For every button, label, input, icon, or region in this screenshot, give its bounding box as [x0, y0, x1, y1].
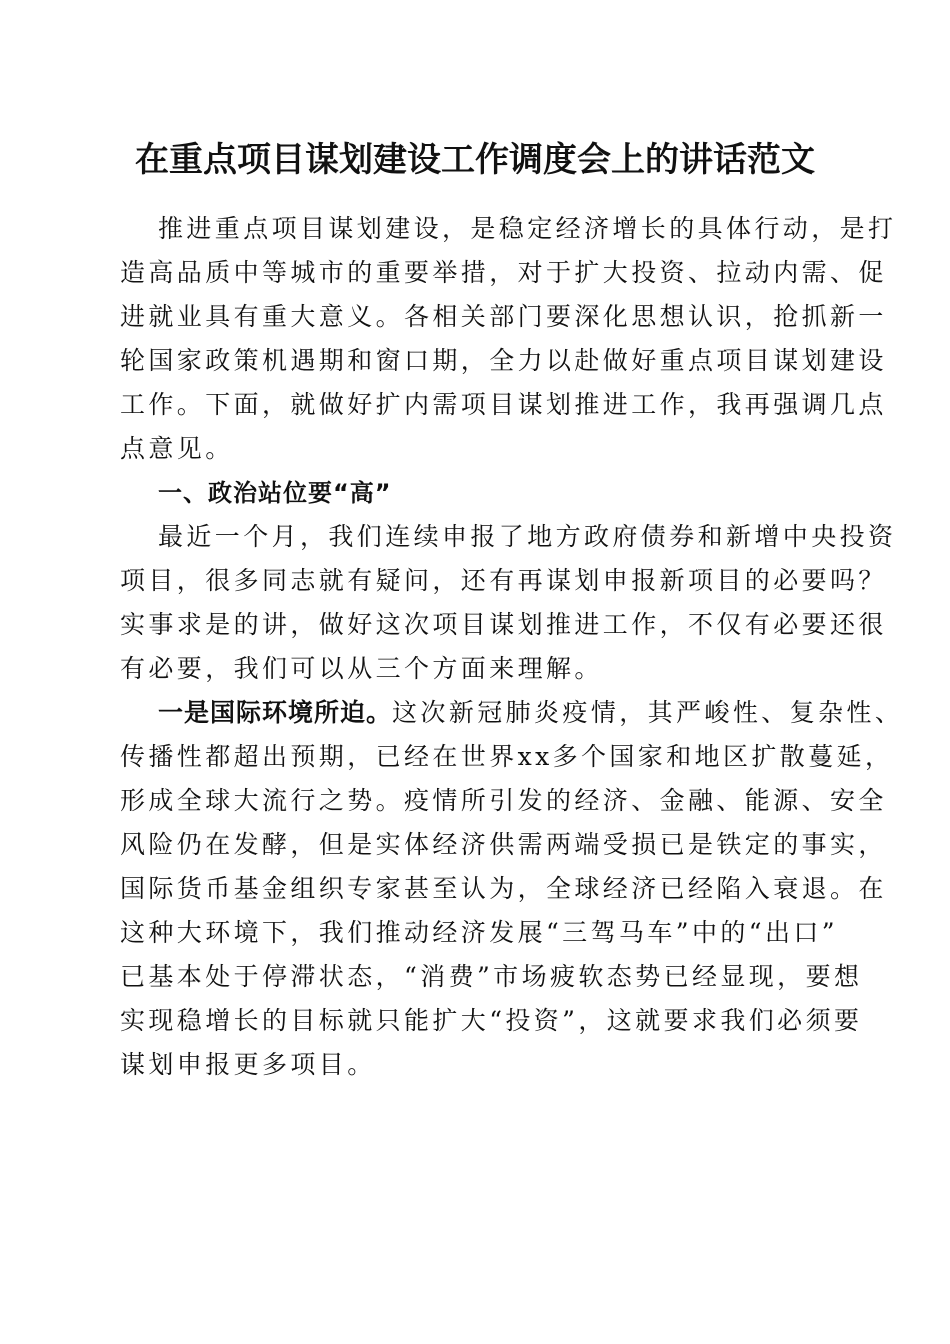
paragraph-line: 最近一个月，我们连续申报了地方政府债券和新增中央投资: [158, 522, 897, 551]
document-title: 在重点项目谋划建设工作调度会上的讲话范文: [135, 140, 815, 180]
paragraph-line: 形成全球大流行之势。疫情所引发的经济、金融、能源、安全: [120, 786, 887, 815]
paragraph-line: 传播性都超出预期，已经在世界xx多个国家和地区扩散蔓延，: [120, 742, 894, 771]
document-body: [120, 207, 904, 1087]
paragraph-line: [120, 691, 904, 735]
paragraph-line: 谋划申报更多项目。: [120, 1050, 376, 1079]
paragraph-line: 实事求是的讲，做好这次项目谋划推进工作，不仅有必要还很: [120, 610, 887, 639]
paragraph-line: 造高品质中等城市的重要举措，对于扩大投资、拉动内需、促: [120, 258, 887, 287]
paragraph-line: 项目，很多同志就有疑问，还有再谋划申报新项目的必要吗？: [120, 566, 887, 595]
paragraph-line: 推进重点项目谋划建设，是稳定经济增长的具体行动，是打: [158, 214, 897, 243]
paragraph-line: 点意见。: [120, 434, 234, 463]
paragraph-line: 已基本处于停滞状态，“消费”市场疲软态势已经显现，要想: [120, 962, 863, 991]
paragraph-line: 这种大环境下，我们推动经济发展“三驾马车”中的“出口”: [120, 918, 838, 947]
paragraph-line: 国际货币基金组织专家甚至认为，全球经济已经陷入衰退。在: [120, 874, 887, 903]
paragraph-line: 进就业具有重大意义。各相关部门要深化思想认识，抢抓新一: [120, 302, 887, 331]
paragraph-line: 轮国家政策机遇期和窗口期，全力以赴做好重点项目谋划建设: [120, 346, 887, 375]
paragraph-line: 有必要，我们可以从三个方面来理解。: [120, 654, 603, 683]
paragraph-line: 实现稳增长的目标就只能扩大“投资”，这就要求我们必须要: [120, 1006, 863, 1035]
paragraph-line: 工作。下面，就做好扩内需项目谋划推进工作，我再强调几点: [120, 390, 887, 419]
section-heading: 一、政治站位要“高”: [158, 479, 392, 507]
paragraph-lead: 一是国际环境所迫。: [158, 698, 393, 727]
paragraph-text: 这次新冠肺炎疫情，其严峻性、复杂性、: [392, 698, 904, 727]
paragraph-line: 风险仍在发酵，但是实体经济供需两端受损已是铁定的事实，: [120, 830, 887, 859]
